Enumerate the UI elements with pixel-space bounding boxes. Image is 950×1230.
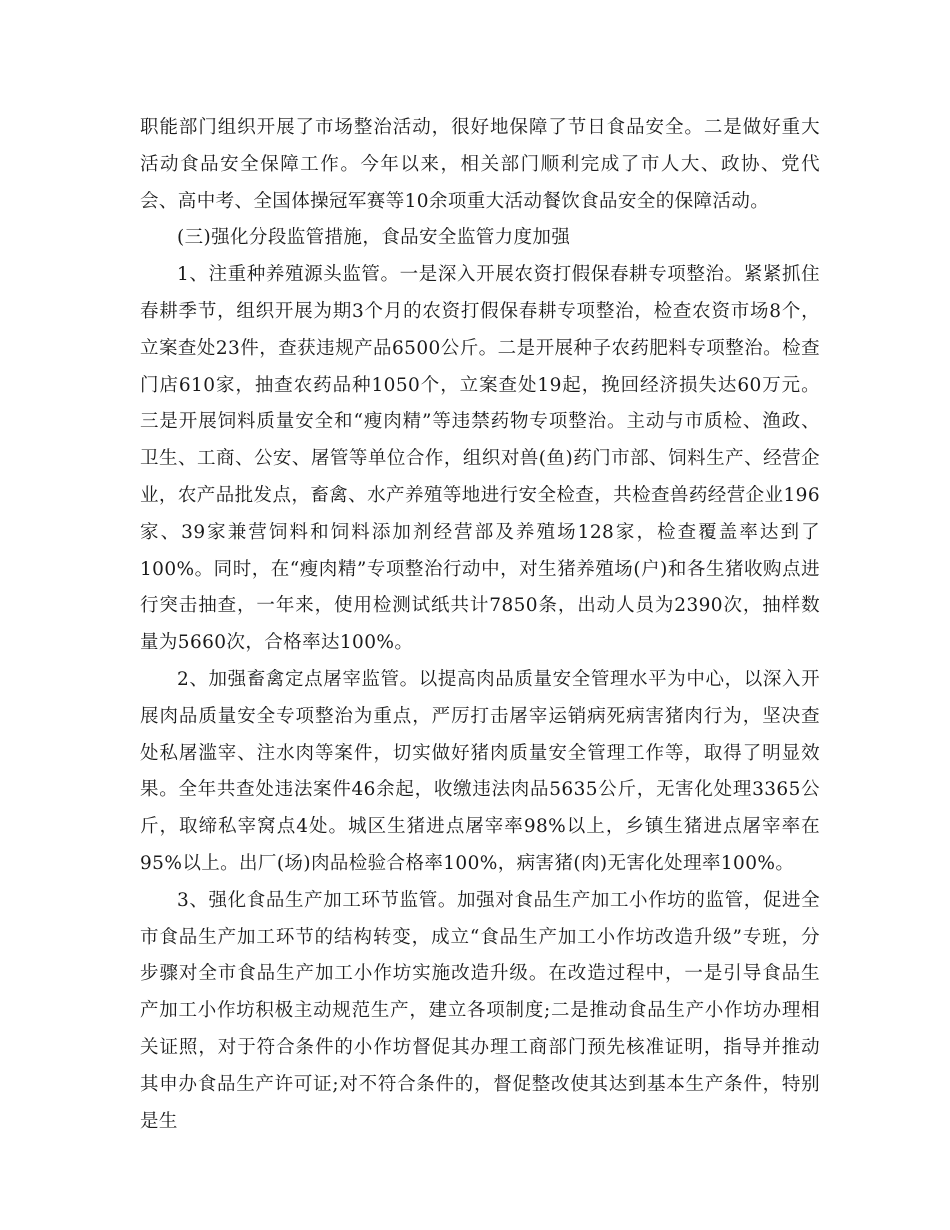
paragraph-food-production: 3、强化食品生产加工环节监管。加强对食品生产加工小作坊的监管，促进全市食品生产加工环节的结构转变，成立“食品生产加工小作坊改造升级”专班，分步骤对全市食品生产加工小作坊实施改造升级。在改造过程中，一是引导食品生产加工小作坊积极主动规范生产，建立各项制度;二是推动食品生产小作坊办理相关证照，对于符合条件的小作坊督促其办理工商部门预先核准证明，指导并推动其申办食品生产许可证;对不符合条件的，督促整改使其达到基本生产条件，特别是生: [140, 889, 820, 1132]
section-heading: (三)强化分段监管措施，食品安全监管力度加强: [177, 227, 571, 249]
paragraph-continuation: 职能部门组织开展了市场整治活动，很好地保障了节日食品安全。二是做好重大活动食品安全保障工作。今年以来，相关部门顺利完成了市人大、政协、党代会、高中考、全国体操冠军赛等10余项重大活动餐饮食品安全的保障活动。: [140, 117, 820, 212]
document-body: [140, 110, 820, 1140]
paragraph-planting-breeding: 1、注重种养殖源头监管。一是深入开展农资打假保春耕专项整治。紧紧抓住春耕季节，组织开展为期3个月的农资打假保春耕专项整治，检查农资市场8个，立案查处23件，查获违规产品6500公斤。二是开展种子农药肥料专项整治。检查门店610家，抽查农药品种1050个，立案查处19起，挽回经济损失达60万元。三是开展饲料质量安全和“瘦肉精”等违禁药物专项整治。主动与市质检、渔政、卫生、工商、公安、屠管等单位合作，组织对兽(鱼)药门市部、饲料生产、经营企业，农产品批发点，畜禽、水产养殖等地进行安全检查，共检查兽药经营企业196家、39家兼营饲料和饲料添加剂经营部及养殖场128家，检查覆盖率达到了100%。同时，在“瘦肉精”专项整治行动中，对生猪养殖场(户)和各生猪收购点进行突击抽查，一年来，使用检测试纸共计7850条，出动人员为2390次，抽样数量为5660次，合格率达100%。: [140, 264, 820, 654]
paragraph-slaughter-supervision: 2、加强畜禽定点屠宰监管。以提高肉品质量安全管理水平为中心，以深入开展肉品质量安全专项整治为重点，严厉打击屠宰运销病死病害猪肉行为，坚决查处私屠滥宰、注水肉等案件，切实做好猪肉质量安全管理工作等，取得了明显效果。全年共查处违法案件46余起，收缴违法肉品5635公斤，无害化处理3365公斤，取缔私宰窝点4处。城区生猪进点屠宰率98%以上，乡镇生猪进点屠宰率在95%以上。出厂(场)肉品检验合格率100%，病害猪(肉)无害化处理率100%。: [140, 668, 820, 874]
